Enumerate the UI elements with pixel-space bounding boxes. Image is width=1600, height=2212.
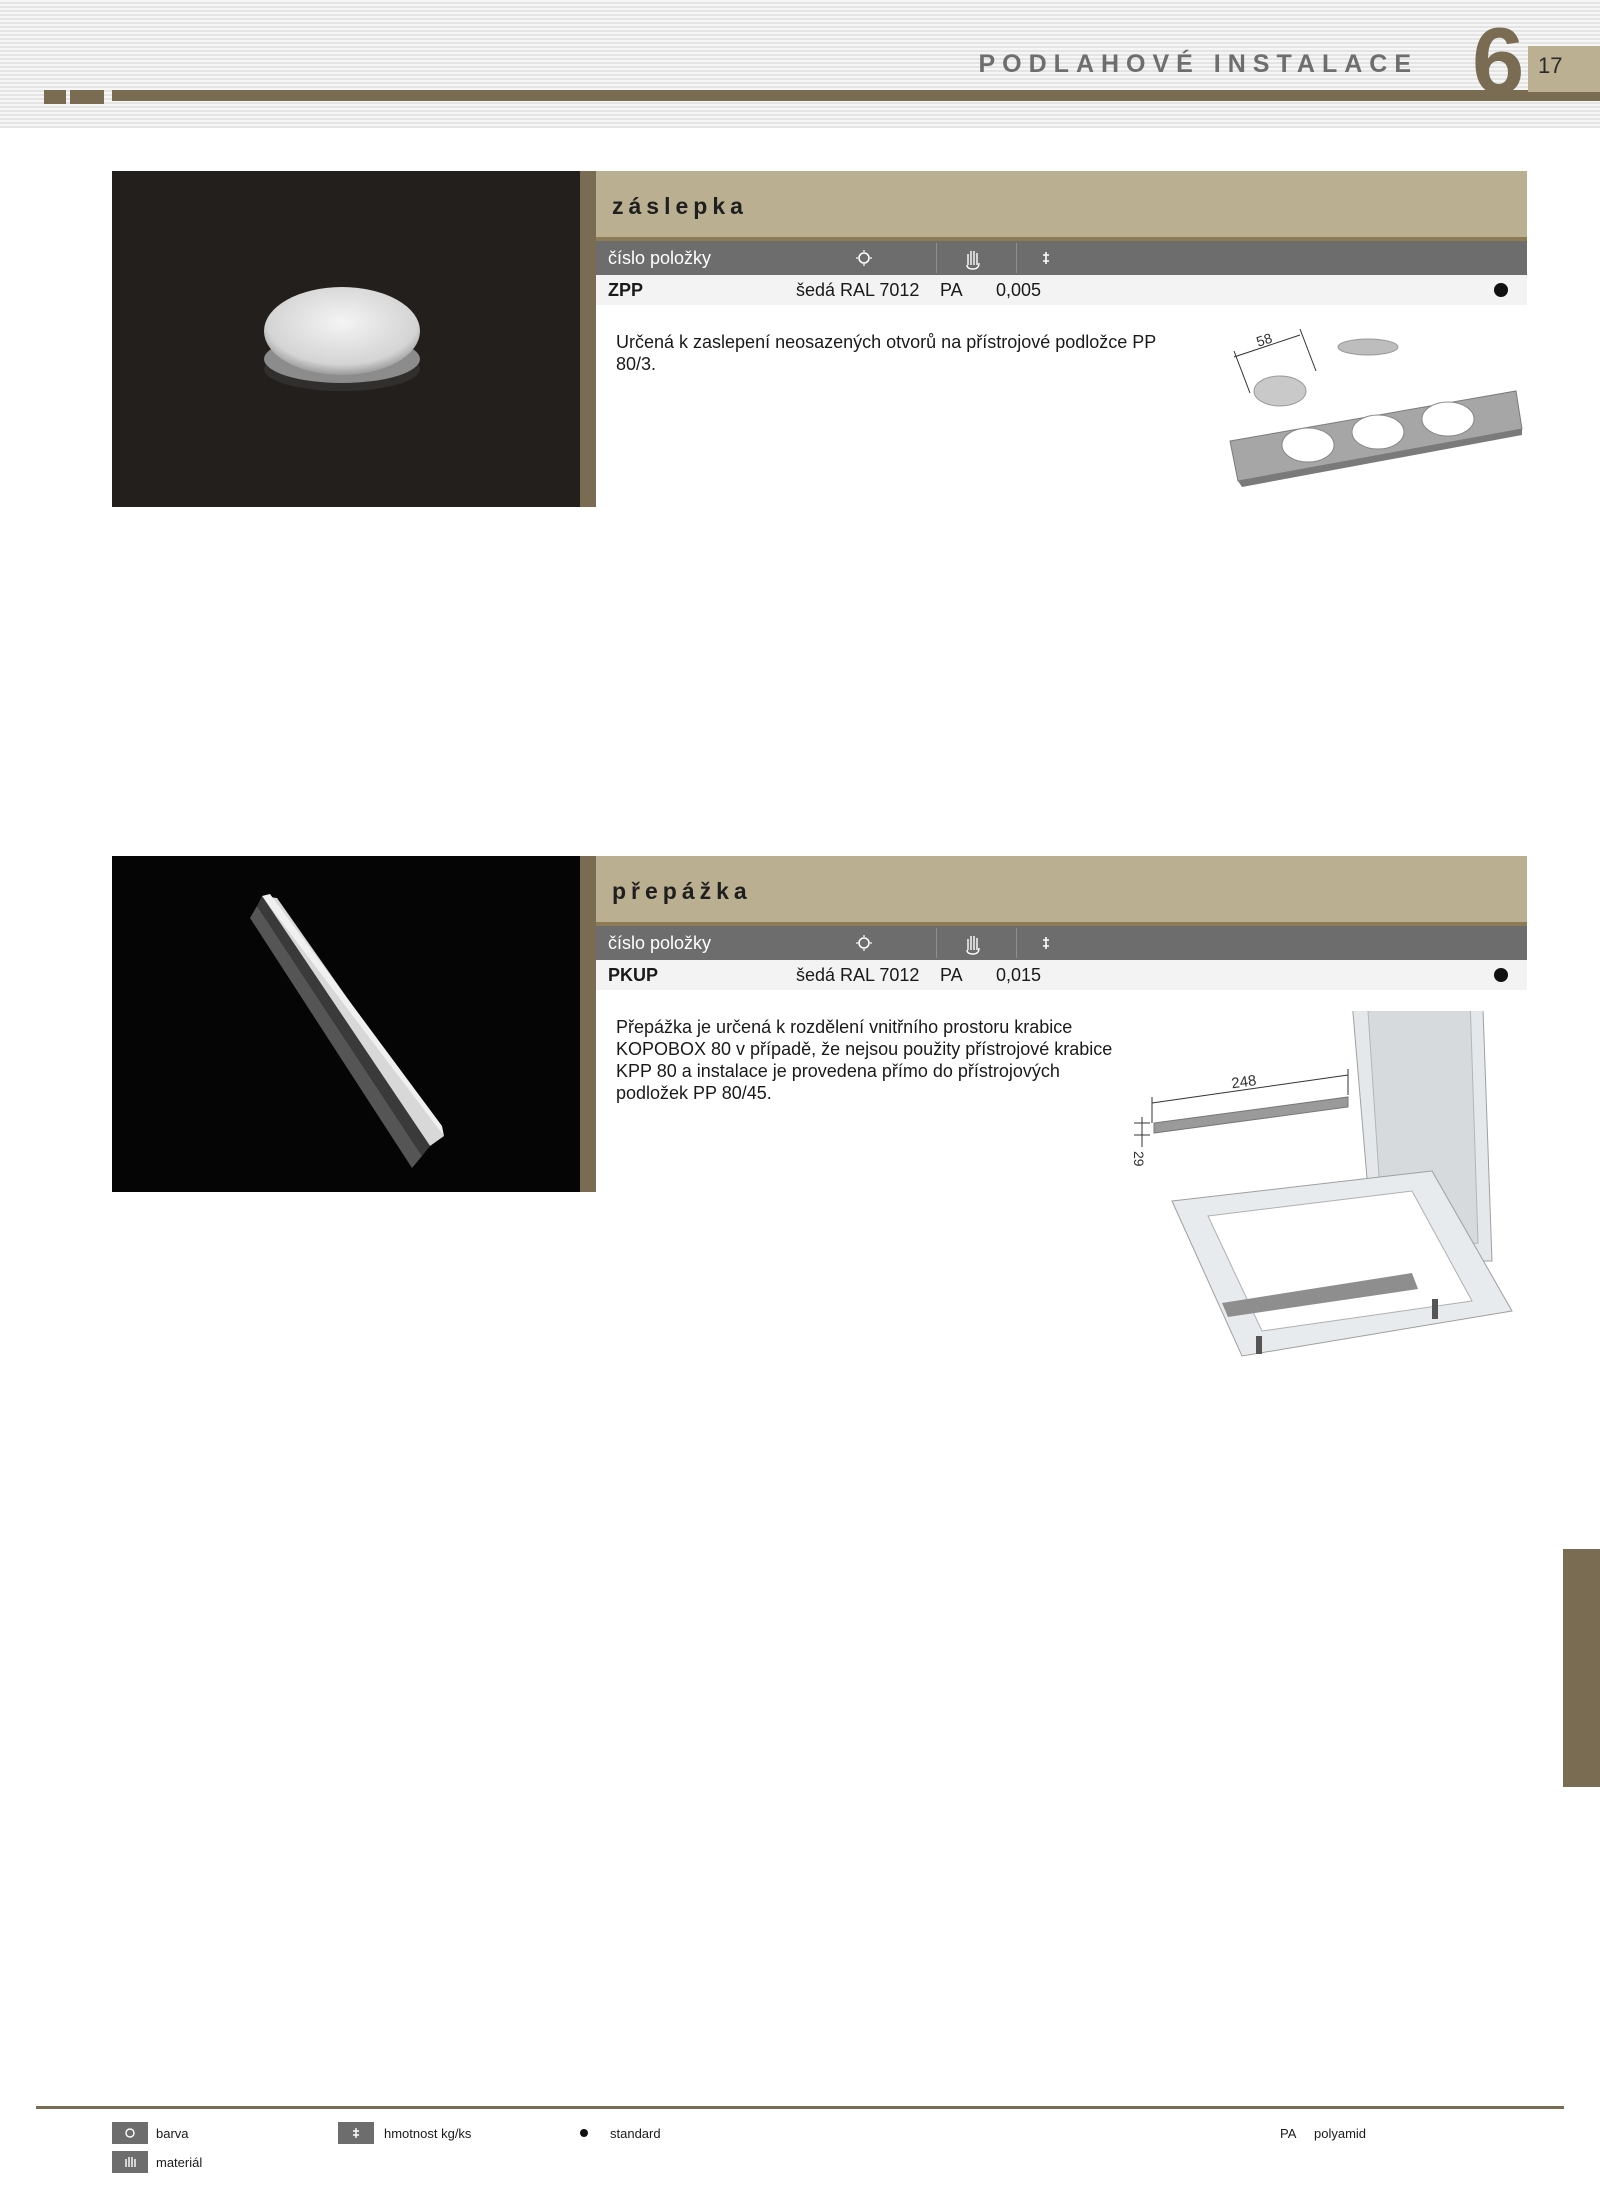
chapter-number: 6 [1472,8,1525,113]
hand-icon [964,926,982,960]
table-header [596,241,1527,275]
item-code: ZPP [608,280,644,300]
legend-color-label: barva [156,2126,189,2141]
product-description: Přepážka je určená k rozdělení vnitřního prostoru krabice KOPOBOX 80 v případě, že nejsou použity přístrojové krabice KPP 80 a instalace je provedena přímo do přístrojových podložek PP 80/45. [616,1017,1113,1103]
page-header [0,0,1600,128]
legend-material-icon [112,2151,148,2173]
section-title: PODLAHOVÉ INSTALACE [978,50,1418,78]
table-row [596,275,1527,305]
product-description: Určená k zaslepení neosazených otvorů na přístrojové podložce PP 80/3. [616,332,1156,374]
page-number: 17 [1528,46,1600,92]
weight-icon [1040,926,1052,960]
weight-icon [1040,241,1052,275]
product-photo [112,856,580,1192]
technical-drawing [1220,321,1540,511]
standard-dot-icon [1494,968,1508,982]
header-decor-square [44,90,66,104]
legend-pa-abbr: PA [1280,2126,1297,2141]
header-decor-square [84,90,104,104]
dimension-label: 58 [1254,329,1275,350]
item-color: šedá RAL 7012 [796,965,920,985]
product-block-prepazka [112,856,1527,1192]
item-weight: 0,015 [996,965,1042,985]
color-icon [856,241,872,275]
item-color: šedá RAL 7012 [796,280,920,300]
footer-line [36,2106,1564,2109]
legend-standard-dot-icon [580,2129,588,2137]
product-title-band [596,856,1527,922]
column-separator [1016,928,1017,958]
item-weight: 0,005 [996,280,1042,300]
legend-weight-icon [338,2122,374,2144]
chapter-side-tab [1563,1549,1600,1787]
column-separator [936,243,937,273]
column-item-number: číslo položky [608,248,712,268]
item-material: PA [940,280,963,300]
dimension-label-length: 248 [1230,1072,1258,1093]
header-bar [112,90,1600,101]
legend-color-icon [112,2122,148,2144]
legend-standard-label: standard [610,2126,661,2141]
item-material: PA [940,965,963,985]
legend-weight-label: hmotnost kg/ks [384,2126,472,2141]
legend-material-label: materiál [156,2155,203,2170]
standard-dot-icon [1494,283,1508,297]
blanking-cap-image [112,171,580,507]
color-icon [856,926,872,960]
partition-image [112,856,580,1192]
product-block-zaslepka [112,171,1527,507]
product-title: přepážka [612,878,752,904]
photo-strip [580,171,596,507]
column-item-number: číslo položky [608,933,712,953]
product-photo [112,171,580,507]
table-row [596,960,1527,990]
dimension-label-height: 29 [1131,1151,1147,1167]
product-title-band [596,171,1527,237]
item-code: PKUP [608,965,659,985]
product-title: záslepka [612,193,748,219]
legend-pa-label: polyamid [1314,2126,1367,2141]
photo-strip [580,856,596,1192]
column-separator [936,928,937,958]
column-separator [1016,243,1017,273]
hand-icon [964,241,982,275]
technical-drawing [1112,1011,1532,1411]
table-header [596,926,1527,960]
